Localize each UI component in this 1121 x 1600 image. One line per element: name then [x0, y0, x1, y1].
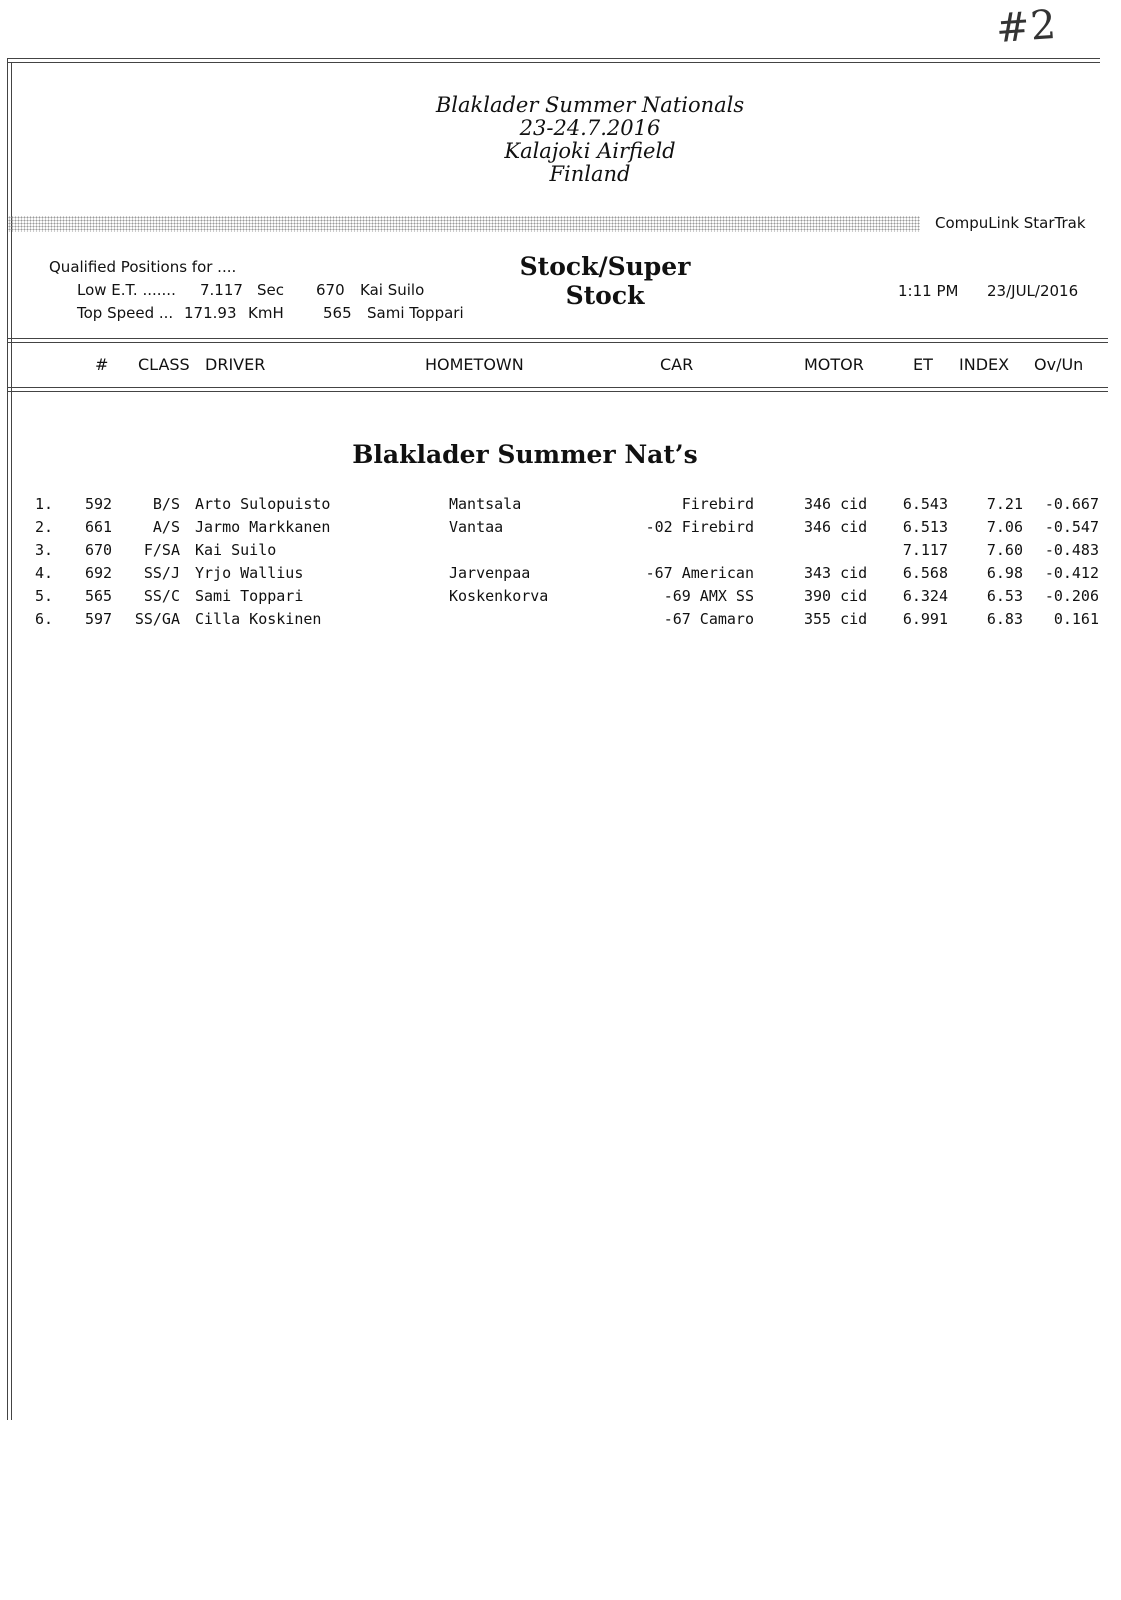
top-speed-car-number: 565 [323, 304, 352, 322]
car-number: 692 [85, 564, 113, 582]
over-under: -0.483 [1044, 541, 1099, 559]
table-row [0, 518, 1121, 540]
top-speed-label: Top Speed ... [77, 304, 174, 322]
class: F/SA [143, 541, 180, 559]
position: 4. [35, 564, 54, 582]
over-under: -0.667 [1044, 495, 1099, 513]
low-et-driver: Kai Suilo [360, 281, 425, 299]
hometown: Jarvenpaa [449, 564, 531, 582]
frame-left-line [7, 58, 8, 1420]
et: 6.568 [902, 564, 948, 582]
frame-top-line-inner [8, 62, 1100, 63]
top-speed-driver: Sami Toppari [367, 304, 464, 322]
driver: Yrjo Wallius [195, 564, 304, 582]
event-country: Finland [549, 162, 631, 186]
over-under: 0.161 [1053, 610, 1099, 628]
low-et-value: 7.117 [200, 281, 243, 299]
over-under: -0.206 [1044, 587, 1099, 605]
section-title: Blaklader Summer Nat’s [352, 440, 698, 469]
header-bottom-line [8, 387, 1108, 388]
et: 6.991 [902, 610, 948, 628]
position: 6. [35, 610, 54, 628]
event-venue: Kalajoki Airfield [504, 139, 676, 163]
column-header-driver: DRIVER [205, 355, 266, 374]
class-title: Stock/Super Stock [519, 252, 691, 310]
car: -67 Camaro [663, 610, 754, 628]
car: -67 American [645, 564, 754, 582]
hometown: Koskenkorva [449, 587, 549, 605]
car: -02 Firebird [645, 518, 754, 536]
over-under: -0.547 [1044, 518, 1099, 536]
header-bottom-line-inner [8, 391, 1108, 392]
car-number: 592 [85, 495, 113, 513]
index: 7.60 [986, 541, 1023, 559]
car: Firebird [681, 495, 754, 513]
table-row [0, 564, 1121, 586]
hometown: Vantaa [449, 518, 504, 536]
table-row [0, 610, 1121, 632]
header-top-line [8, 338, 1108, 339]
car-number: 597 [85, 610, 113, 628]
column-header-ov-un: Ov/Un [1034, 355, 1084, 374]
et: 6.513 [902, 518, 948, 536]
motor: 346 cid [804, 518, 868, 536]
event-name: Blaklader Summer Nationals [435, 93, 745, 117]
et: 6.543 [902, 495, 948, 513]
qualified-heading: Qualified Positions for .... [49, 258, 237, 276]
top-speed-unit: KmH [248, 304, 284, 322]
column-header-et: ET [913, 355, 933, 374]
header-top-line-inner [8, 342, 1108, 343]
car-number: 565 [85, 587, 113, 605]
motor: 355 cid [804, 610, 868, 628]
column-header-car: CAR [660, 355, 694, 374]
position: 2. [35, 518, 54, 536]
index: 6.53 [986, 587, 1023, 605]
class: SS/GA [134, 610, 180, 628]
motor: 390 cid [804, 587, 868, 605]
column-header-motor: MOTOR [804, 355, 864, 374]
car-number: 670 [85, 541, 113, 559]
position: 1. [35, 495, 54, 513]
low-et-label: Low E.T. ....... [77, 281, 176, 299]
top-speed-value: 171.93 [184, 304, 237, 322]
index: 6.83 [986, 610, 1023, 628]
index: 6.98 [986, 564, 1023, 582]
frame-left-line-inner [11, 62, 12, 1420]
car: -69 AMX SS [663, 587, 754, 605]
dotted-banner [8, 216, 920, 232]
class: A/S [152, 518, 180, 536]
report-time: 1:11 PM [898, 282, 959, 300]
motor: 346 cid [804, 495, 868, 513]
report-date: 23/JUL/2016 [987, 282, 1079, 300]
table-row [0, 541, 1121, 563]
driver: Cilla Koskinen [195, 610, 322, 628]
low-et-car-number: 670 [316, 281, 345, 299]
table-row [0, 587, 1121, 609]
driver: Arto Sulopuisto [195, 495, 331, 513]
driver: Sami Toppari [195, 587, 304, 605]
column-header-class: CLASS [138, 355, 190, 374]
column-header-number: # [95, 355, 109, 374]
class: SS/C [143, 587, 180, 605]
driver: Kai Suilo [195, 541, 277, 559]
driver: Jarmo Markkanen [195, 518, 331, 536]
class: B/S [152, 495, 180, 513]
frame-top-line [8, 58, 1100, 59]
page-number-mark: #2 [994, 1, 1059, 53]
column-header-hometown: HOMETOWN [425, 355, 524, 374]
event-dates: 23-24.7.2016 [519, 116, 661, 140]
software-label: CompuLink StarTrak [935, 214, 1086, 232]
over-under: -0.412 [1044, 564, 1099, 582]
low-et-unit: Sec [257, 281, 284, 299]
car-number: 661 [85, 518, 113, 536]
position: 5. [35, 587, 54, 605]
motor: 343 cid [804, 564, 868, 582]
et: 6.324 [902, 587, 948, 605]
hometown: Mantsala [449, 495, 522, 513]
index: 7.06 [986, 518, 1023, 536]
table-row [0, 495, 1121, 517]
et: 7.117 [902, 541, 948, 559]
class: SS/J [143, 564, 180, 582]
column-header-index: INDEX [959, 355, 1010, 374]
position: 3. [35, 541, 54, 559]
index: 7.21 [986, 495, 1023, 513]
